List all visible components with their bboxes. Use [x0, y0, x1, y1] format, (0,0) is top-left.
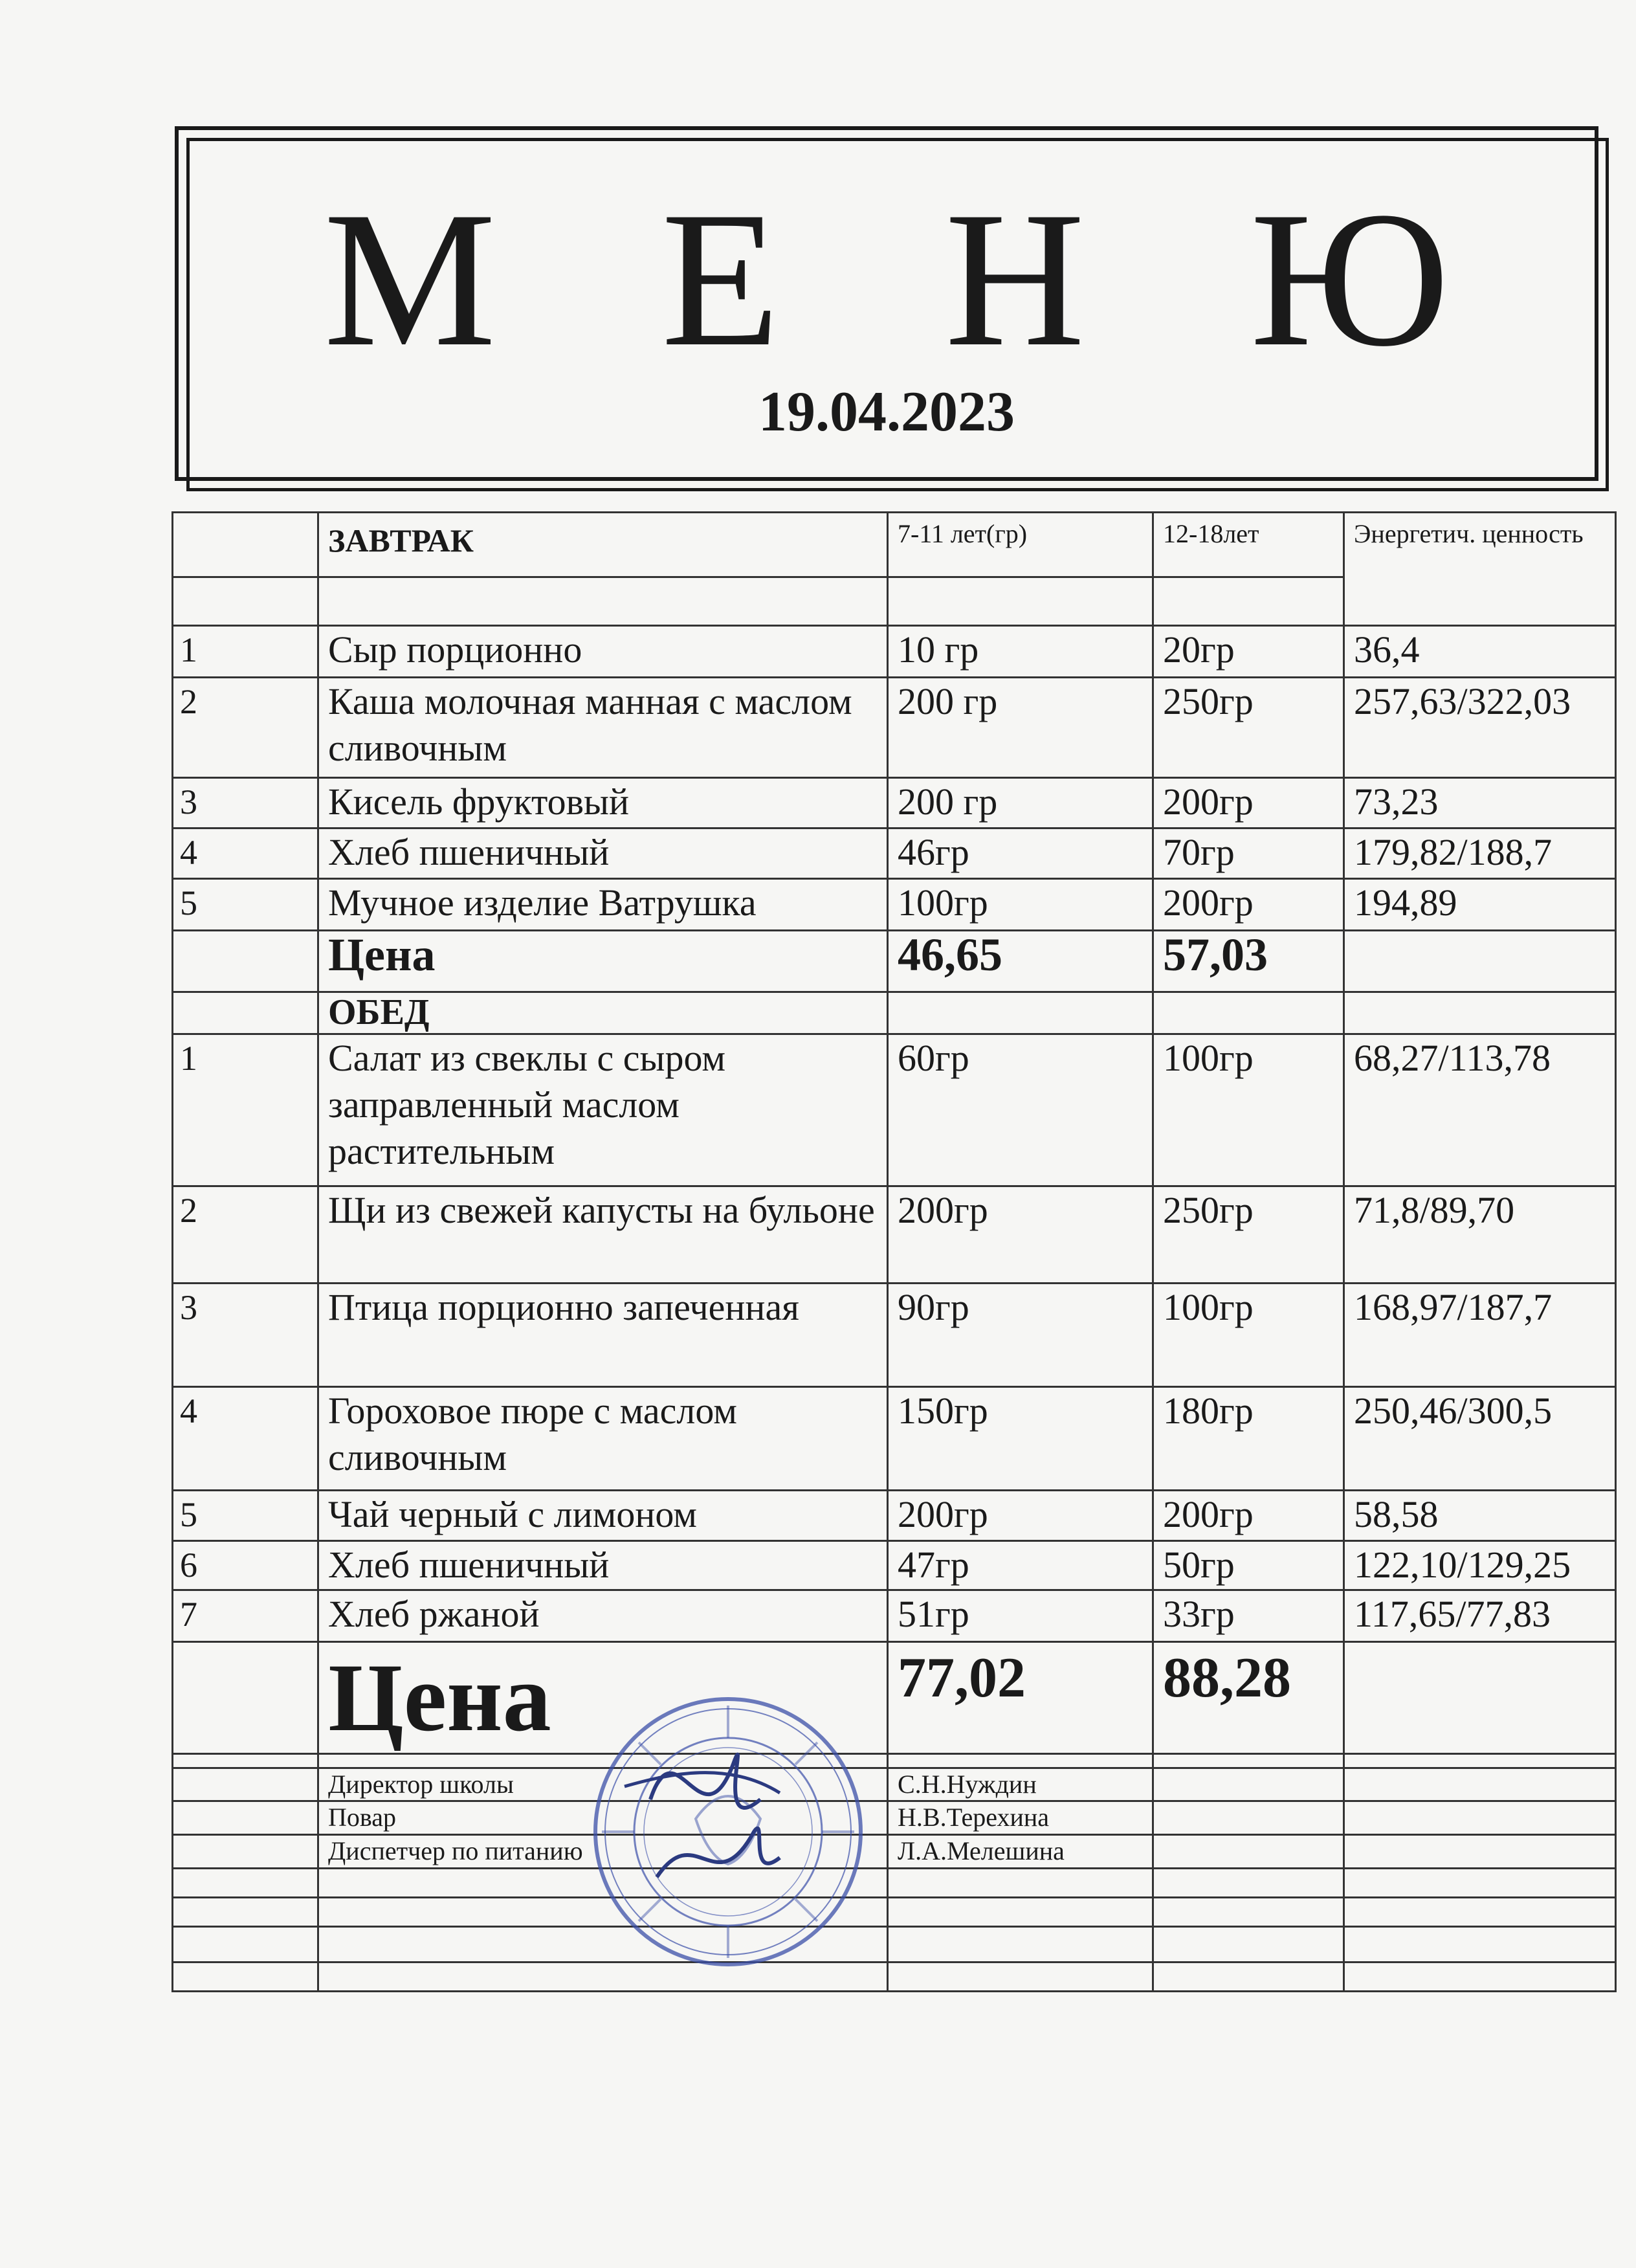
lunch-heading: ОБЕД [318, 992, 888, 1034]
signature-role: Повар [318, 1801, 888, 1835]
energy-value: 58,58 [1344, 1491, 1616, 1541]
portion-12-18: 50гр [1153, 1541, 1344, 1590]
table-row [173, 778, 1616, 828]
row-number: 7 [173, 1590, 318, 1642]
dish-name: Щи из свежей капусты на бульоне [318, 1186, 888, 1284]
dish-name: Хлеб ржаной [318, 1590, 888, 1642]
breakfast-price-12-18: 57,03 [1153, 931, 1344, 992]
breakfast-price-row [173, 931, 1616, 992]
portion-7-11: 47гр [888, 1541, 1153, 1590]
dish-name: Хлеб пшеничный [318, 828, 888, 879]
dish-name: Сыр порционно [318, 626, 888, 678]
row-number: 1 [173, 626, 318, 678]
portion-7-11: 60гр [888, 1034, 1153, 1186]
table-row [173, 678, 1616, 778]
table-row [173, 1034, 1616, 1186]
portion-7-11: 200 гр [888, 778, 1153, 828]
portion-12-18: 250гр [1153, 1186, 1344, 1284]
row-number: 4 [173, 828, 318, 879]
energy-value: 117,65/77,83 [1344, 1590, 1616, 1642]
signature-row [173, 1801, 1616, 1835]
table-header-row [173, 513, 1616, 577]
header-num-cell [173, 513, 318, 577]
breakfast-price-7-11: 46,65 [888, 931, 1153, 992]
portion-12-18: 100гр [1153, 1284, 1344, 1387]
portion-7-11: 90гр [888, 1284, 1153, 1387]
lunch-price-12-18: 88,28 [1153, 1642, 1344, 1754]
lunch-price-label: Цена [318, 1642, 888, 1754]
table-row [173, 1186, 1616, 1284]
table-row [173, 1541, 1616, 1590]
energy-value: 73,23 [1344, 778, 1616, 828]
signature-name: Н.В.Терехина [888, 1801, 1153, 1835]
portion-12-18: 180гр [1153, 1387, 1344, 1491]
portion-7-11: 51гр [888, 1590, 1153, 1642]
lunch-price-7-11: 77,02 [888, 1642, 1153, 1754]
energy-value: 68,27/113,78 [1344, 1034, 1616, 1186]
dish-name: Мучное изделие Ватрушка [318, 879, 888, 931]
energy-value: 71,8/89,70 [1344, 1186, 1616, 1284]
table-row [173, 879, 1616, 931]
row-number: 4 [173, 1387, 318, 1491]
energy-value: 179,82/188,7 [1344, 828, 1616, 879]
dish-name: Чай черный с лимоном [318, 1491, 888, 1541]
row-number: 3 [173, 778, 318, 828]
portion-7-11: 200 гр [888, 678, 1153, 778]
portion-12-18: 200гр [1153, 879, 1344, 931]
portion-12-18: 200гр [1153, 778, 1344, 828]
breakfast-price-label: Цена [318, 931, 888, 992]
title-box [175, 126, 1598, 481]
dish-name: Хлеб пшеничный [318, 1541, 888, 1590]
row-number: 5 [173, 1491, 318, 1541]
empty-row [173, 1869, 1616, 1898]
table-row [173, 1590, 1616, 1642]
row-number: 3 [173, 1284, 318, 1387]
signature-row [173, 1768, 1616, 1801]
dish-name: Салат из свеклы с сыром заправленный маслом растительным [318, 1034, 888, 1186]
energy-value: 194,89 [1344, 879, 1616, 931]
energy-heading: Энергетич. ценность [1344, 513, 1616, 626]
energy-value: 168,97/187,7 [1344, 1284, 1616, 1387]
lunch-price-row [173, 1642, 1616, 1754]
empty-row [173, 1898, 1616, 1927]
page-title: М Е Н Ю [324, 172, 1508, 386]
table-row [173, 1387, 1616, 1491]
table-row [173, 828, 1616, 879]
portion-12-18: 20гр [1153, 626, 1344, 678]
portion-12-18: 250гр [1153, 678, 1344, 778]
row-number: 1 [173, 1034, 318, 1186]
lunch-heading-row [173, 992, 1616, 1034]
portion-7-11: 46гр [888, 828, 1153, 879]
portion-12-18: 100гр [1153, 1034, 1344, 1186]
signature-row [173, 1835, 1616, 1869]
energy-value: 257,63/322,03 [1344, 678, 1616, 778]
breakfast-heading: ЗАВТРАК [318, 513, 888, 577]
portion-7-11: 100гр [888, 879, 1153, 931]
row-number: 2 [173, 678, 318, 778]
dish-name: Гороховое пюре с маслом сливочным [318, 1387, 888, 1491]
table-row [173, 626, 1616, 678]
energy-value: 250,46/300,5 [1344, 1387, 1616, 1491]
signature-role: Диспетчер по питанию [318, 1835, 888, 1869]
dish-name: Птица порционно запеченная [318, 1284, 888, 1387]
portion-12-18: 200гр [1153, 1491, 1344, 1541]
dish-name: Каша молочная манная с маслом сливочным [318, 678, 888, 778]
portion-12-18: 70гр [1153, 828, 1344, 879]
signature-role: Директор школы [318, 1768, 888, 1801]
age-7-11-heading: 7-11 лет(гр) [888, 513, 1153, 577]
portion-7-11: 200гр [888, 1491, 1153, 1541]
spacer-row [173, 1754, 1616, 1768]
portion-12-18: 33гр [1153, 1590, 1344, 1642]
portion-7-11: 10 гр [888, 626, 1153, 678]
age-12-18-heading: 12-18лет [1153, 513, 1344, 577]
row-number: 5 [173, 879, 318, 931]
row-number: 6 [173, 1541, 318, 1590]
table-row [173, 1491, 1616, 1541]
signature-name: С.Н.Нуждин [888, 1768, 1153, 1801]
empty-row [173, 1927, 1616, 1962]
energy-value: 36,4 [1344, 626, 1616, 678]
menu-date: 19.04.2023 [758, 381, 1015, 443]
portion-7-11: 200гр [888, 1186, 1153, 1284]
energy-value: 122,10/129,25 [1344, 1541, 1616, 1590]
menu-table [171, 511, 1617, 1992]
portion-7-11: 150гр [888, 1387, 1153, 1491]
table-row [173, 1284, 1616, 1387]
row-number: 2 [173, 1186, 318, 1284]
empty-row [173, 1962, 1616, 1992]
dish-name: Кисель фруктовый [318, 778, 888, 828]
signature-name: Л.А.Мелешина [888, 1835, 1153, 1869]
